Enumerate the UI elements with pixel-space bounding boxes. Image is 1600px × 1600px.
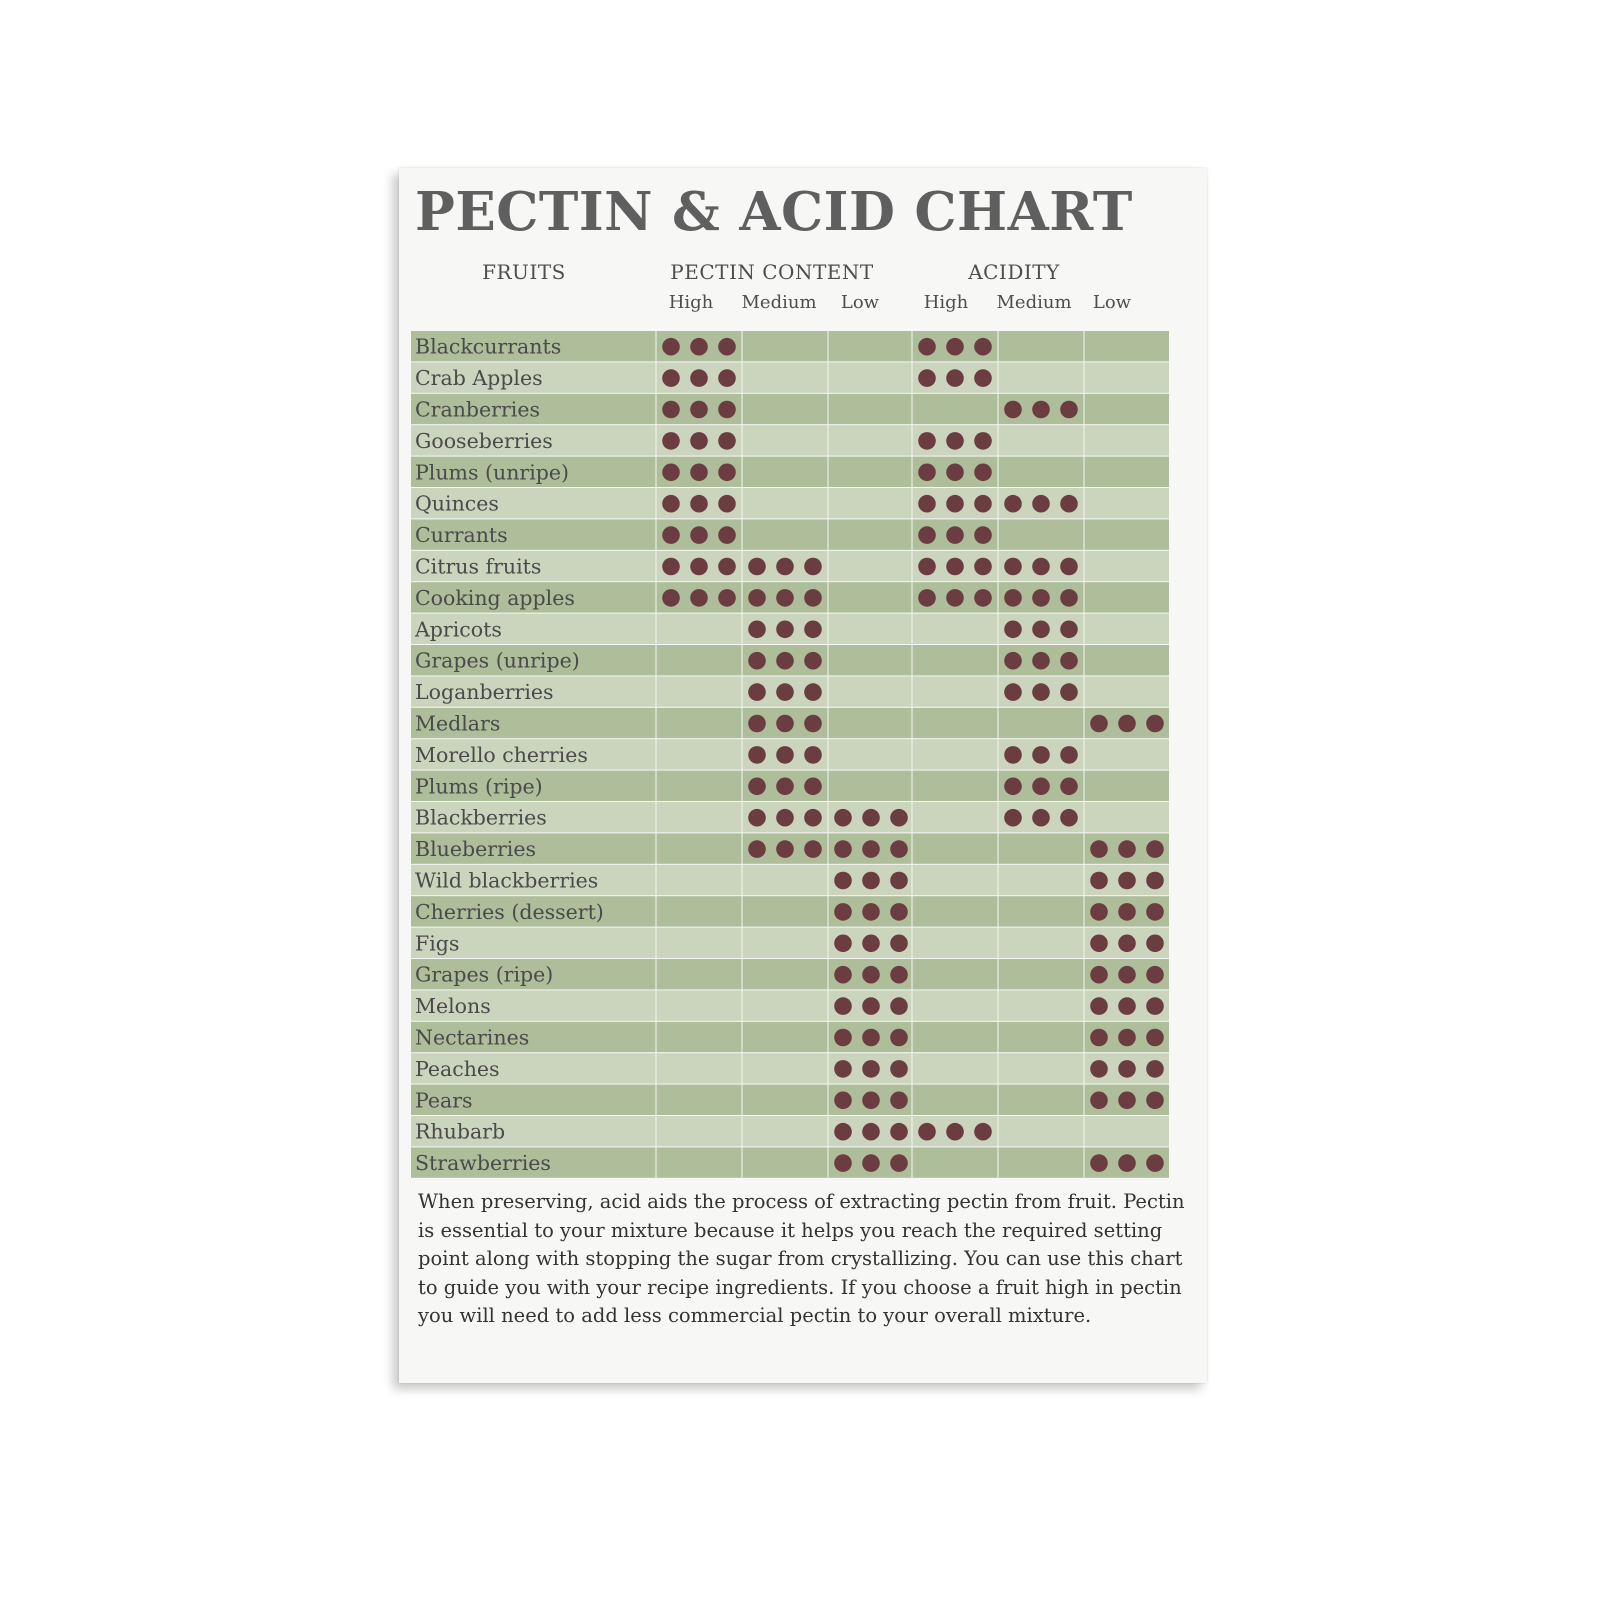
pectin-dot (748, 652, 766, 670)
acidity-dot (974, 1123, 992, 1141)
acidity-dot (946, 1123, 964, 1141)
pectin-dot (776, 809, 794, 827)
pectin-dot (890, 809, 908, 827)
acidity-dot (1032, 589, 1050, 607)
pectin-dot (890, 935, 908, 953)
pectin-dot (834, 997, 852, 1015)
pectin-dot (776, 746, 794, 764)
acidity-dot (1032, 558, 1050, 576)
acidity-dot (1146, 1029, 1164, 1047)
pectin-dot (748, 589, 766, 607)
pectin-low-label: Low (840, 292, 880, 313)
pectin-dot (890, 997, 908, 1015)
acidity-dot (1060, 558, 1078, 576)
pectin-dot (776, 652, 794, 670)
acidity-header: ACIDITY (968, 260, 1060, 284)
pectin-dot (862, 1154, 880, 1172)
fruit-label: Cherries (dessert) (415, 899, 604, 924)
acidity-dot (1060, 589, 1078, 607)
acidity-dot (918, 495, 936, 513)
acidity-dot (1004, 621, 1022, 639)
pectin-dot (748, 715, 766, 733)
fruit-label: Nectarines (415, 1025, 530, 1050)
acidity-dot (946, 464, 964, 482)
pectin-dot (834, 1060, 852, 1078)
pectin-dot (718, 526, 736, 544)
acidity-dot (1118, 966, 1136, 984)
pectin-dot (690, 338, 708, 356)
acidity-dot (1090, 1029, 1108, 1047)
pectin-dot (862, 903, 880, 921)
acidity-dot (974, 589, 992, 607)
fruit-label: Medlars (415, 711, 501, 736)
pectin-dot (776, 778, 794, 796)
pectin-dot (834, 1123, 852, 1141)
acidity-dot (1004, 401, 1022, 419)
acidity-dot (1090, 715, 1108, 733)
acidity-dot (1060, 778, 1078, 796)
pectin-dot (804, 621, 822, 639)
acidity-dot (974, 526, 992, 544)
acidity-dot (1032, 778, 1050, 796)
pectin-dot (776, 715, 794, 733)
pectin-dot (662, 464, 680, 482)
acidity-dot (918, 432, 936, 450)
pectin-dot (834, 1029, 852, 1047)
acidity-dot (1090, 966, 1108, 984)
fruit-label: Morello cherries (415, 742, 588, 767)
acidity-dot (1146, 935, 1164, 953)
pectin-dot (804, 652, 822, 670)
acidity-dot (1118, 840, 1136, 858)
pectin-medium-label: Medium (741, 292, 817, 313)
pectin-dot (862, 1029, 880, 1047)
pectin-dot (804, 840, 822, 858)
acidity-dot (1090, 903, 1108, 921)
acidity-dot (946, 432, 964, 450)
pectin-dot (718, 464, 736, 482)
pectin-dot (862, 935, 880, 953)
acidity-dot (1118, 903, 1136, 921)
fruit-label: Plums (unripe) (415, 460, 570, 485)
acidity-dot (1004, 652, 1022, 670)
fruit-label: Pears (415, 1088, 473, 1113)
acidity-dot (974, 495, 992, 513)
fruit-label: Melons (415, 994, 491, 1019)
pectin-dot (690, 401, 708, 419)
acidity-dot (1146, 997, 1164, 1015)
acidity-dot (1004, 495, 1022, 513)
acidity-dot (918, 558, 936, 576)
pectin-dot (834, 903, 852, 921)
acidity-dot (974, 338, 992, 356)
acidity-dot (1032, 401, 1050, 419)
pectin-dot (690, 432, 708, 450)
acidity-dot (918, 338, 936, 356)
pectin-dot (690, 464, 708, 482)
acidity-dot (974, 369, 992, 387)
fruit-label: Citrus fruits (415, 554, 542, 579)
pectin-dot (776, 683, 794, 701)
fruit-label: Blueberries (415, 837, 537, 862)
pectin-dot (862, 997, 880, 1015)
pectin-dot (690, 589, 708, 607)
pectin-dot (804, 558, 822, 576)
acidity-dot (1090, 997, 1108, 1015)
acidity-dot (1118, 1029, 1136, 1047)
acidity-dot (1118, 997, 1136, 1015)
acidity-dot (1090, 872, 1108, 890)
pectin-dot (748, 746, 766, 764)
acidity-dot (1004, 558, 1022, 576)
acidity-dot (974, 432, 992, 450)
chart-note: When preserving, acid aids the process of extracting pectin from fruit. Pectin is essential to your mixture because it helps you reach the required setting point along with stopping the sugar from crystallizing. You can use this chart to guide you with your recipe ingredients. If you choose a fruit high in pectin you will need to add less commercial pectin to your overall mixture. (418, 1190, 1185, 1327)
acidity-dot (1118, 1060, 1136, 1078)
acidity-dot (1060, 809, 1078, 827)
acidity-dot (918, 589, 936, 607)
acidity-dot (1146, 966, 1164, 984)
acidity-dot (1146, 840, 1164, 858)
pectin-dot (776, 558, 794, 576)
pectin-dot (890, 1060, 908, 1078)
acidity-dot (1146, 872, 1164, 890)
acidity-dot (1118, 715, 1136, 733)
pectin-dot (834, 1154, 852, 1172)
pectin-dot (718, 369, 736, 387)
acidity-dot (1090, 1092, 1108, 1110)
pectin-dot (834, 935, 852, 953)
acidity-dot (1032, 495, 1050, 513)
pectin-dot (718, 589, 736, 607)
pectin-dot (804, 746, 822, 764)
pectin-content-header: PECTIN CONTENT (670, 260, 874, 284)
acidity-dot (1146, 903, 1164, 921)
pectin-dot (662, 432, 680, 450)
pectin-dot (834, 1092, 852, 1110)
pectin-dot (718, 558, 736, 576)
pectin-dot (662, 401, 680, 419)
acidity-low-label: Low (1092, 292, 1132, 313)
pectin-dot (662, 589, 680, 607)
acidity-dot (1090, 840, 1108, 858)
acidity-dot (1146, 1154, 1164, 1172)
pectin-dot (718, 495, 736, 513)
table-row-band (411, 1116, 1169, 1146)
acidity-dot (946, 495, 964, 513)
pectin-dot (748, 621, 766, 639)
fruit-label: Cranberries (415, 397, 540, 422)
acidity-dot (1146, 1092, 1164, 1110)
pectin-dot (662, 338, 680, 356)
fruit-label: Apricots (415, 617, 502, 642)
pectin-dot (890, 840, 908, 858)
acidity-dot (1032, 809, 1050, 827)
acidity-dot (974, 464, 992, 482)
acidity-dot (1090, 1060, 1108, 1078)
pectin-dot (718, 338, 736, 356)
acidity-dot (974, 558, 992, 576)
acidity-dot (1090, 935, 1108, 953)
acidity-dot (918, 1123, 936, 1141)
acidity-dot (1060, 495, 1078, 513)
pectin-dot (690, 526, 708, 544)
pectin-dot (776, 621, 794, 639)
pectin-dot (862, 872, 880, 890)
pectin-dot (718, 401, 736, 419)
pectin-dot (862, 840, 880, 858)
acidity-dot (918, 526, 936, 544)
fruit-label: Gooseberries (415, 428, 553, 453)
table-row-band (411, 488, 1169, 518)
chart-poster (399, 168, 1207, 1383)
fruit-label: Plums (ripe) (415, 774, 543, 799)
fruit-label: Rhubarb (415, 1119, 506, 1144)
fruit-label: Blackberries (415, 805, 547, 830)
table-row-band (411, 1053, 1169, 1083)
fruit-label: Peaches (415, 1056, 500, 1081)
fruit-label: Loganberries (415, 680, 554, 705)
fruits-header: FRUITS (482, 260, 566, 284)
fruit-label: Strawberries (415, 1151, 551, 1176)
pectin-dot (776, 840, 794, 858)
pectin-dot (690, 369, 708, 387)
table-row-band (411, 928, 1169, 958)
pectin-dot (890, 1029, 908, 1047)
fruit-label: Wild blackberries (415, 868, 599, 893)
acidity-dot (946, 589, 964, 607)
pectin-dot (804, 809, 822, 827)
fruit-label: Crab Apples (415, 366, 543, 391)
pectin-dot (690, 495, 708, 513)
acidity-dot (1118, 1154, 1136, 1172)
acidity-dot (1060, 621, 1078, 639)
acidity-dot (1032, 621, 1050, 639)
pectin-dot (862, 1092, 880, 1110)
fruit-label: Figs (415, 931, 460, 956)
fruit-label: Currants (415, 523, 508, 548)
pectin-dot (748, 778, 766, 796)
pectin-dot (862, 1060, 880, 1078)
pectin-dot (662, 558, 680, 576)
acidity-dot (1004, 683, 1022, 701)
pectin-dot (748, 840, 766, 858)
pectin-dot (748, 683, 766, 701)
acidity-dot (1060, 746, 1078, 764)
pectin-dot (776, 589, 794, 607)
acidity-dot (1118, 935, 1136, 953)
acidity-dot (1004, 809, 1022, 827)
pectin-dot (862, 809, 880, 827)
acidity-dot (1146, 1060, 1164, 1078)
pectin-dot (662, 369, 680, 387)
table-row-band (411, 1085, 1169, 1115)
pectin-dot (834, 872, 852, 890)
pectin-dot (890, 1092, 908, 1110)
pectin-dot (890, 1154, 908, 1172)
pectin-dot (862, 1123, 880, 1141)
acidity-dot (946, 369, 964, 387)
acidity-dot (1060, 652, 1078, 670)
pectin-dot (748, 558, 766, 576)
pectin-dot (890, 1123, 908, 1141)
pectin-high-label: High (668, 292, 714, 313)
pectin-dot (662, 526, 680, 544)
acidity-dot (1118, 872, 1136, 890)
pectin-dot (834, 840, 852, 858)
acidity-dot (1004, 589, 1022, 607)
pectin-dot (804, 715, 822, 733)
table-row-band (411, 990, 1169, 1020)
acidity-dot (1032, 746, 1050, 764)
acidity-dot (1032, 652, 1050, 670)
fruit-label: Grapes (ripe) (415, 962, 554, 987)
acidity-dot (1004, 746, 1022, 764)
acidity-dot (1090, 1154, 1108, 1172)
acidity-dot (946, 558, 964, 576)
acidity-dot (1060, 683, 1078, 701)
acidity-dot (1118, 1092, 1136, 1110)
acidity-dot (946, 526, 964, 544)
fruit-label: Grapes (unripe) (415, 648, 580, 673)
acidity-dot (1032, 683, 1050, 701)
pectin-dot (718, 432, 736, 450)
pectin-dot (804, 683, 822, 701)
acidity-dot (946, 338, 964, 356)
chart-title: PECTIN & ACID CHART (415, 181, 1133, 243)
pectin-dot (890, 966, 908, 984)
acidity-dot (918, 369, 936, 387)
pectin-dot (662, 495, 680, 513)
acidity-dot (1060, 401, 1078, 419)
fruit-label: Cooking apples (415, 585, 575, 610)
acidity-medium-label: Medium (996, 292, 1072, 313)
pectin-dot (890, 872, 908, 890)
pectin-dot (890, 903, 908, 921)
fruit-label: Quinces (415, 491, 499, 516)
pectin-dot (748, 809, 766, 827)
table-row-band (411, 519, 1169, 549)
pectin-dot (690, 558, 708, 576)
acidity-dot (918, 464, 936, 482)
fruit-label: Blackcurrants (415, 334, 562, 359)
pectin-dot (834, 809, 852, 827)
acidity-high-label: High (923, 292, 969, 313)
pectin-dot (862, 966, 880, 984)
acidity-dot (1146, 715, 1164, 733)
pectin-dot (804, 778, 822, 796)
pectin-dot (834, 966, 852, 984)
acidity-dot (1004, 778, 1022, 796)
pectin-dot (804, 589, 822, 607)
